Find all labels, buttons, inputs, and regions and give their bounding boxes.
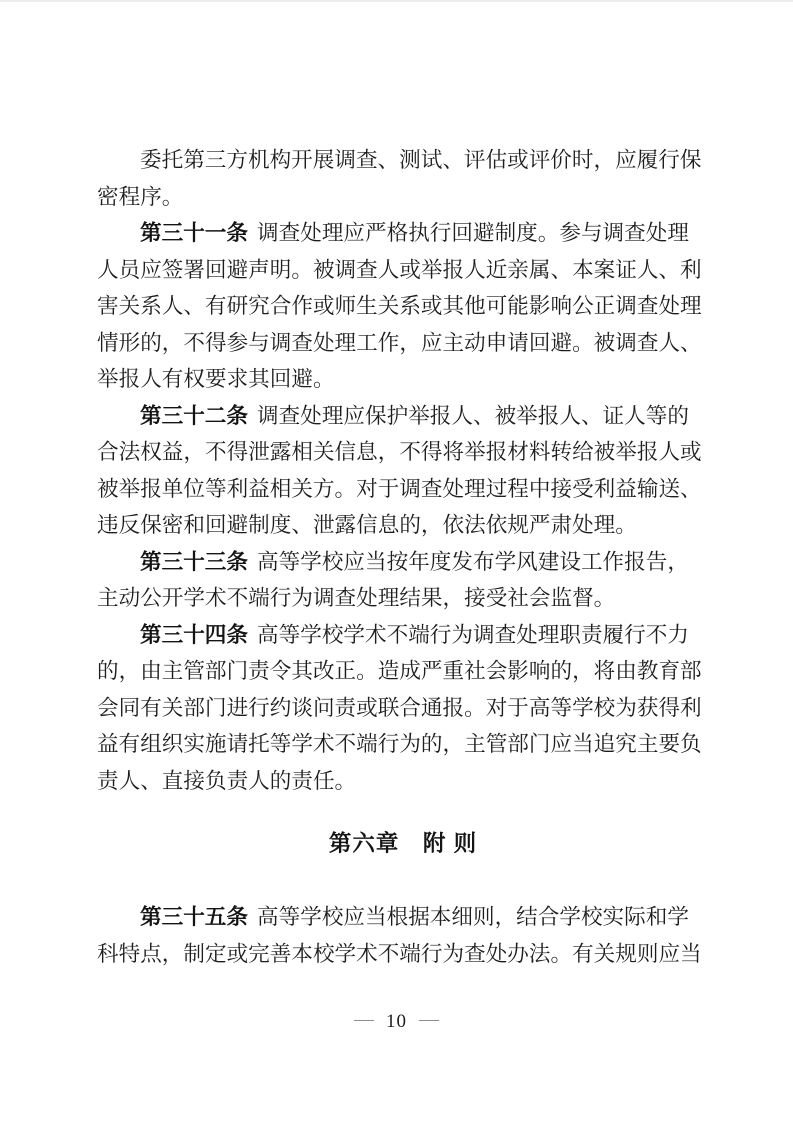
article-number: 第三十三条 xyxy=(140,549,248,574)
article-number: 第三十四条 xyxy=(140,622,248,647)
line-text: 高等学校学术不端行为调查处理职责履行不力 xyxy=(257,622,689,647)
line-text: 合法权益，不得泄露相关信息，不得将举报材料转给被举报人或 xyxy=(97,440,702,464)
text-line xyxy=(97,544,709,581)
article-number: 第三十一条 xyxy=(140,221,248,245)
text-line xyxy=(97,325,709,362)
text-line xyxy=(97,215,709,252)
line-text: 被举报单位等利益相关方。对于调查处理过程中接受利益输送、 xyxy=(97,476,702,501)
line-text: 情形的，不得参与调查处理工作，应主动申请回避。被调查人、 xyxy=(97,330,702,355)
text-line xyxy=(97,252,709,289)
line-text: 主动公开学术不端行为调查处理结果，接受社会监督。 xyxy=(97,586,616,610)
paragraph xyxy=(97,142,709,215)
line-text: 密程序。 xyxy=(97,184,184,209)
line-text: 调查处理应严格执行回避制度。参与调查处理 xyxy=(257,221,689,245)
text-line xyxy=(97,936,709,973)
line-text: 举报人有权要求其回避。 xyxy=(97,367,335,391)
text-line xyxy=(97,653,709,690)
page-number: 10 xyxy=(386,1011,407,1032)
line-text: 违反保密和回避制度、泄露信息的，依法依规严肃处理。 xyxy=(97,513,637,537)
text-line xyxy=(97,617,709,654)
paragraph xyxy=(97,617,709,800)
line-text: 的，由主管部门责令其改正。造成严重社会影响的，将由教育部 xyxy=(97,659,702,683)
line-text: 益有组织实施请托等学术不端行为的，主管部门应当追究主要负 xyxy=(97,732,702,756)
text-line xyxy=(97,179,709,216)
text-line xyxy=(97,899,709,936)
line-text: 调查处理应保护举报人、被举报人、证人等的 xyxy=(257,403,689,428)
scan-edge-artifact xyxy=(0,0,793,2)
chapter-heading: 第六章 附 则 xyxy=(328,831,478,856)
line-text: 委托第三方机构开展调查、测试、评估或评价时，应履行保 xyxy=(140,148,702,172)
document-body xyxy=(97,142,709,972)
footer-dash-left: — xyxy=(354,1008,374,1030)
text-line xyxy=(97,398,709,435)
line-text: 会同有关部门进行约谈问责或联合通报。对于高等学校为获得利 xyxy=(97,695,702,720)
page-footer xyxy=(0,1009,793,1034)
text-line xyxy=(97,471,709,508)
text-line xyxy=(97,507,709,544)
line-text: 责人、直接负责人的责任。 xyxy=(97,768,357,793)
text-line xyxy=(97,434,709,471)
text-line xyxy=(97,726,709,763)
line-text: 害关系人、有研究合作或师生关系或其他可能影响公正调查处理 xyxy=(97,294,702,318)
line-text: 高等学校应当按年度发布学风建设工作报告， xyxy=(257,549,689,574)
text-line xyxy=(97,690,709,727)
article-number: 第三十二条 xyxy=(140,403,248,428)
paragraph xyxy=(97,544,709,617)
paragraph xyxy=(97,215,709,398)
paragraph xyxy=(97,899,709,972)
paragraph xyxy=(97,398,709,544)
text-line xyxy=(97,763,709,800)
line-text: 人员应签署回避声明。被调查人或举报人近亲属、本案证人、利 xyxy=(97,257,702,282)
article-number: 第三十五条 xyxy=(140,905,248,929)
text-line xyxy=(97,361,709,398)
text-line xyxy=(97,288,709,325)
line-text: 高等学校应当根据本细则，结合学校实际和学 xyxy=(257,905,689,929)
text-line xyxy=(97,580,709,617)
text-line xyxy=(97,142,709,179)
footer-dash-right: — xyxy=(419,1008,439,1030)
line-text: 科特点，制定或完善本校学术不端行为查处办法。有关规则应当 xyxy=(97,941,702,966)
